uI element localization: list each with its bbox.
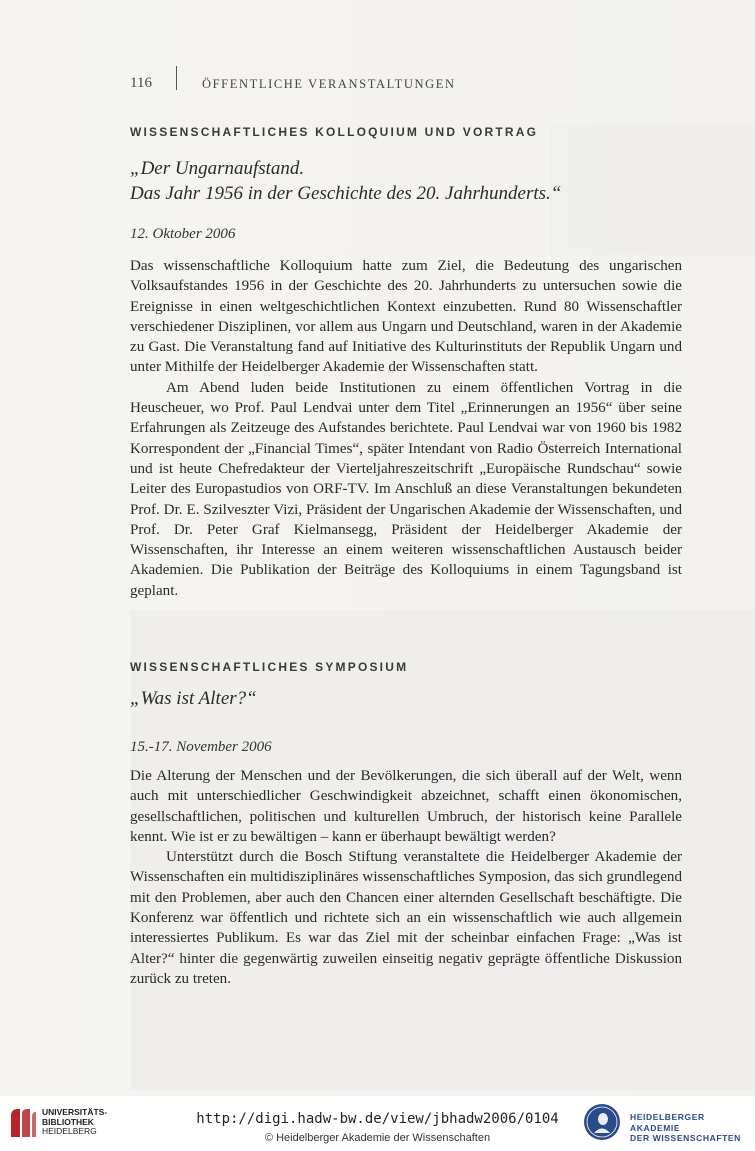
event-title-line2: Das Jahr 1956 in der Geschichte des 20. Jahrhunderts.“ [130, 183, 562, 204]
paragraph: Das wissenschaftliche Kolloquium hatte zum Ziel, die Bedeutung des ungarischen Volksaufstandes 1956 in der Geschichte des 20. Jahrhunderts zu untersuchen sowie die Ereignisse in einen weltgeschichtlichen Kontext einzubetten. Rund 80 Wissenschaftler verschiedener Disziplinen, vor allem aus Ungarn und Deutschland, waren in der Akademie zu Gast. Die Veranstaltung fand auf Initiative des Kulturinstituts der Republik Ungarn und unter Mithilfe der Heidelberger Akademie der Wissenschaften statt. [130, 258, 682, 376]
section2-body [130, 766, 682, 989]
paragraph: Die Alterung der Menschen und der Bevölkerungen, die sich überall auf der Welt, wenn auch mit unterschiedlicher Geschwindigkeit abzeichnet, schafft einen ökonomischen, gesellschaftlichen, politischen und kulturellen Umbruch, der historisch keine Parallele kennt. Wie ist er zu bewältigen – kann er überhaupt bewältigt werden? [130, 768, 682, 845]
bleed-through-shadow-top [550, 125, 755, 255]
copyright-notice: © Heidelberger Akademie der Wissenschaften [264, 1132, 491, 1144]
paragraph: Unterstützt durch die Bosch Stiftung veranstaltete die Heidelberger Akademie der Wissenschaften ein multidisziplinäres wissenschaftliches Symposion, das sich grundlegend mit den Problemen, aber auch den Chancen einer alternden Gesellschaft beschäftigte. Die Konferenz war öffentlich und richtete sich an ein wissenschaftlich wie auch allgemein interessiertes Publikum. Es war das Ziel mit der scheinbar einfachen Frage: „Was ist Alter?“ hinter die gegenwärtig zuweilen einseitig negativ geprägte öffentliche Diskussion zurück zu treten. [130, 849, 682, 987]
page-number: 116 [130, 75, 152, 91]
academy-seal-icon [582, 1102, 622, 1142]
academy-name: HEIDELBERGER AKADEMIE DER WISSENSCHAFTEN [630, 1112, 741, 1143]
section-label-colloquium: WISSENSCHAFTLICHES KOLLOQUIUM UND VORTRAG [130, 125, 539, 139]
permalink-url[interactable]: http://digi.hadw-bw.de/view/jbhadw2006/0104 [196, 1111, 559, 1127]
section1-body [130, 256, 682, 601]
section-label-symposium: WISSENSCHAFTLICHES SYMPOSIUM [130, 660, 409, 674]
event-date: 12. Oktober 2006 [130, 226, 236, 242]
event-title-line1: „Der Ungarnaufstand. [130, 158, 305, 179]
running-head-divider [176, 66, 177, 90]
event-date: 15.-17. November 2006 [130, 739, 272, 755]
library-name: UNIVERSITÄTS- BIBLIOTHEK HEIDELBERG [42, 1107, 108, 1136]
running-head-title: ÖFFENTLICHE VERANSTALTUNGEN [202, 77, 456, 91]
viewer-footer [0, 1096, 755, 1151]
paragraph: Am Abend luden beide Institutionen zu einem öffentlichen Vortrag in die Heuscheuer, wo Prof. Paul Lendvai unter dem Titel „Erinnerungen an 1956“ über seine Erfahrungen als Zeitzeuge des Aufstandes berichtete. Paul Lendvai war von 1960 bis 1982 Korrespondent der „Financial Times“, später Intendant von Radio Österreich International und ist heute Chefredakteur der Vierteljahreszeitschrift „Europäische Rundschau“ sowie Leiter des Europastudios von ORF-TV. Im Anschluß an diese Veranstaltungen bekundeten Prof. Dr. E. Szilveszter Vizi, Präsident der Ungarischen Akademie der Wissenschaften, und Prof. Dr. Peter Graf Kielmansegg, Präsident der Heidelberger Akademie der Wissenschaften, ihr Interesse an einem weiteren wissenschaftlichen Austausch beider Akademien. Die Publikation der Beiträge des Kolloquiums in einem Tagungsband ist geplant. [130, 379, 682, 599]
event-title: „Was ist Alter?“ [130, 688, 257, 709]
running-head [130, 75, 630, 95]
